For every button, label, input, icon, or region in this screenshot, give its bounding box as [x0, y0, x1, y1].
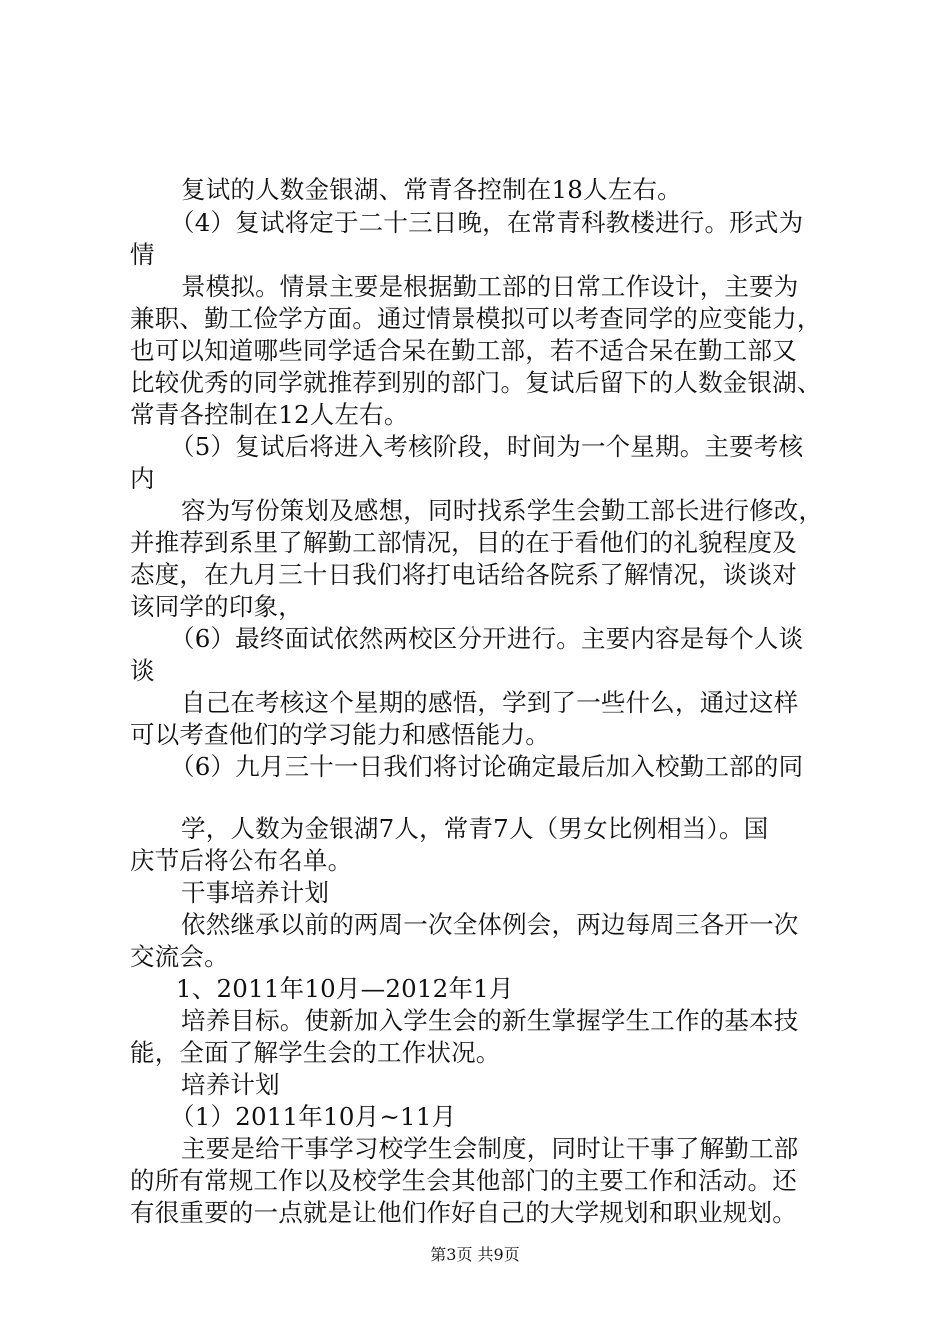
text-line: 景模拟。情景主要是根据勤工部的日常工作设计，主要为 — [181, 272, 799, 301]
text-line: 1、2011年10月—2012年1月 — [176, 974, 514, 1003]
text-line: 复试的人数金银湖、常青各控制在18人左右。 — [181, 175, 682, 204]
text-line: （4）复试将定于二十三日晚，在常青科教楼进行。形式为 — [170, 208, 804, 237]
text-line: 常青各控制在12人左右。 — [130, 400, 409, 429]
text-line: 兼职、勤工俭学方面。通过情景模拟可以考查同学的应变能力， — [130, 304, 822, 333]
text-line: （1）2011年10月~11月 — [170, 1102, 457, 1131]
text-line: （5）复试后将进入考核阶段，时间为一个星期。主要考核 — [170, 432, 804, 461]
section-heading: 培养计划 — [181, 1070, 280, 1099]
text-line: 庆节后将公布名单。 — [130, 846, 353, 875]
text-line: 自己在考核这个星期的感悟，学到了一些什么，通过这样 — [181, 688, 799, 717]
page-footer: 第3页 共9页 — [430, 1245, 520, 1264]
text-line: 依然继承以前的两周一次全体例会，两边每周三各开一次 — [181, 910, 799, 939]
text-line: 交流会。 — [130, 942, 229, 971]
section-heading: 干事培养计划 — [181, 878, 330, 907]
text-line: 也可以知道哪些同学适合呆在勤工部，若不适合呆在勤工部又 — [130, 336, 797, 365]
text-line: 谈 — [130, 656, 155, 685]
text-line: 容为写份策划及感想，同时找系学生会勤工部长进行修改， — [181, 496, 824, 525]
text-line: 内 — [130, 464, 155, 493]
text-line: 有很重要的一点就是让他们作好自己的大学规划和职业规划。 — [130, 1198, 797, 1227]
text-line: （6）九月三十一日我们将讨论确定最后加入校勤工部的同 — [170, 752, 804, 781]
text-line: 学，人数为金银湖7人，常青7人（男女比例相当）。国 — [181, 814, 769, 843]
text-line: 并推荐到系里了解勤工部情况，目的在于看他们的礼貌程度及 — [130, 528, 797, 557]
text-line: 该同学的印象， — [130, 592, 303, 621]
text-line: （6）最终面试依然两校区分开进行。主要内容是每个人谈 — [170, 624, 804, 653]
text-line: 培养目标。使新加入学生会的新生掌握学生工作的基本技 — [181, 1006, 799, 1035]
text-line: 主要是给干事学习校学生会制度，同时让干事了解勤工部 — [181, 1134, 799, 1163]
text-line: 态度，在九月三十日我们将打电话给各院系了解情况，谈谈对 — [130, 560, 797, 589]
text-line: 情 — [130, 240, 155, 269]
text-line: 比较优秀的同学就推荐到别的部门。复试后留下的人数金银湖、 — [130, 368, 822, 397]
text-line: 的所有常规工作以及校学生会其他部门的主要工作和活动。还 — [130, 1166, 797, 1195]
text-line: 可以考查他们的学习能力和感悟能力。 — [130, 720, 550, 749]
text-line: 能，全面了解学生会的工作状况。 — [130, 1038, 501, 1067]
